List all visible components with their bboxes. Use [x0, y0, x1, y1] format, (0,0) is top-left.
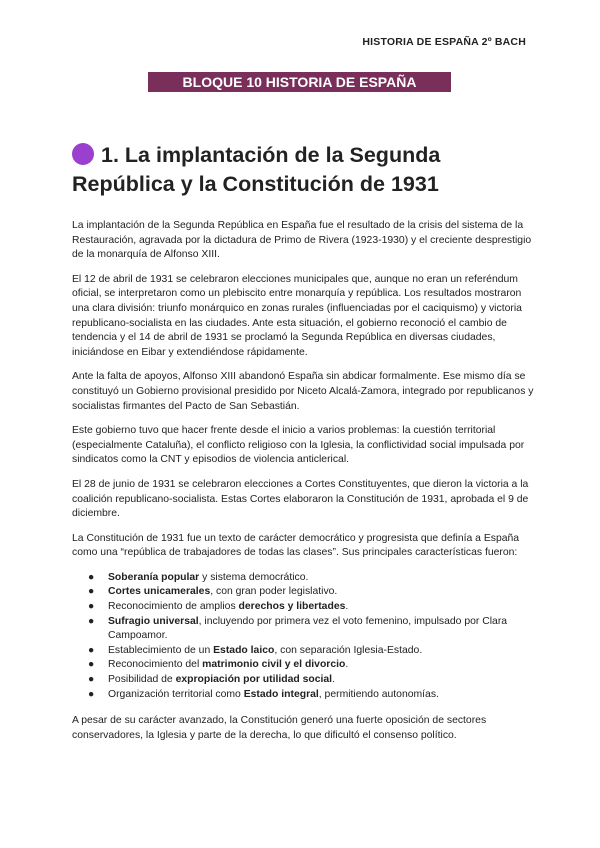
bullet-icon: ● [88, 571, 95, 583]
item-text-pre: Reconocimiento de amplios [108, 601, 239, 613]
bloque-title: BLOQUE 10 HISTORIA DE ESPAÑA [148, 72, 451, 92]
paragraph: El 12 de abril de 1931 se celebraron elecciones municipales que, aunque no eran un referéndum oficial, se interpretaron como un plebiscito entre monarquía y república. Los resultados mostraron una clara división: triunfo monárquico en zonas rurales (influenciadas por el caciquismo) y victoria republicano-socialista en las ciudades. Ante esta situación, el gobierno reconoció el cambio de tendencia y el 14 de abril de 1931 se proclamó la Segunda República en diversas ciudades, iniciándose en Eibar y extendiéndose rápidamente. [72, 273, 522, 358]
bullet-icon: ● [88, 586, 95, 598]
item-text-post: . [345, 659, 349, 671]
purple-circle-icon [72, 143, 94, 165]
list-item [72, 644, 534, 659]
item-text-pre: Posibilidad de [108, 674, 176, 686]
item-text-bold: Estado integral [243, 688, 319, 700]
item-text-bold: Sufragio universal [108, 615, 199, 627]
closing-paragraph: A pesar de su carácter avanzado, la Constitución generó una fuerte oposición de sectores conservadores, la Iglesia y parte de la derecha, lo que dificultó el consenso político. [72, 715, 487, 741]
paragraph: Ante la falta de apoyos, Alfonso XIII abandonó España sin abdicar formalmente. Ese mismo día se constituyó un Gobierno provisional presidido por Niceto Alcalá-Zamora, integrado por republicanos y socialistas firmantes del Pacto de San Sebastián. [72, 371, 534, 412]
bullet-icon: ● [88, 659, 95, 671]
item-text-pre: Organización territorial como [108, 688, 244, 700]
bullet-icon: ● [88, 644, 95, 656]
item-text-post: . [345, 601, 349, 613]
course-header: HISTORIA DE ESPAÑA 2º BACH [362, 36, 526, 48]
item-text-post: , con gran poder legislativo. [210, 586, 338, 598]
list-item [72, 658, 534, 673]
list-item [72, 615, 534, 644]
bullet-icon: ● [88, 601, 95, 613]
item-text-post: , permitiendo autonomías. [318, 688, 439, 700]
item-text-bold: Estado laico [213, 644, 275, 656]
item-text-post: , con separación Iglesia-Estado. [274, 644, 423, 656]
list-item [72, 673, 534, 688]
item-text-post: y sistema democrático. [199, 571, 309, 583]
bullet-icon: ● [88, 674, 95, 686]
item-text-pre: Establecimiento de un [108, 644, 214, 656]
item-text-pre: Reconocimiento del [108, 659, 203, 671]
item-text-bold: derechos y libertades [238, 601, 346, 613]
features-list [72, 571, 534, 702]
paragraph: La Constitución de 1931 fue un texto de carácter democrático y progresista que definía a España como una “república de trabajadores de todas las clases”. Sus principales características fueron: [72, 532, 520, 559]
item-text-post: , incluyendo por primera vez el voto femenino, impulsado por Clara Campoamor. [108, 615, 508, 642]
paragraph: La implantación de la Segunda República en España fue el resultado de la crisis del sistema de la Restauración, agravada por la dictadura de Primo de Rivera (1923-1930) y el creciente desprestigio de la monarquía de Alfonso XIII. [72, 220, 532, 261]
bullet-icon: ● [88, 615, 95, 627]
paragraph: Este gobierno tuvo que hacer frente desde el inicio a varios problemas: la cuestión territorial (especialmente Cataluña), el conflicto religioso con la Iglesia, la conflictividad social impulsada por sindicatos como la CNT y episodios de violencia anticlerical. [72, 425, 525, 466]
document-body [72, 219, 534, 753]
bullet-icon: ● [88, 688, 95, 700]
item-text-post: . [332, 674, 335, 686]
item-text-bold: expropiación por utilidad social [175, 674, 333, 686]
section-title: 1. La implantación de la Segunda República y la Constitución de 1931 [72, 143, 441, 196]
list-item [72, 688, 534, 703]
item-text-bold: matrimonio civil y el divorcio [202, 659, 346, 671]
list-item [72, 600, 534, 615]
paragraph: El 28 de junio de 1931 se celebraron elecciones a Cortes Constituyentes, que dieron la victoria a la coalición republicano-socialista. Estas Cortes elaboraron la Constitución de 1931, aprobada el 9 de diciembre. [72, 478, 529, 520]
list-item [72, 571, 534, 586]
item-text-bold: Cortes unicamerales [108, 586, 211, 598]
item-text-bold: Soberanía popular [108, 571, 200, 583]
section-heading [72, 141, 542, 199]
list-item [72, 585, 534, 600]
